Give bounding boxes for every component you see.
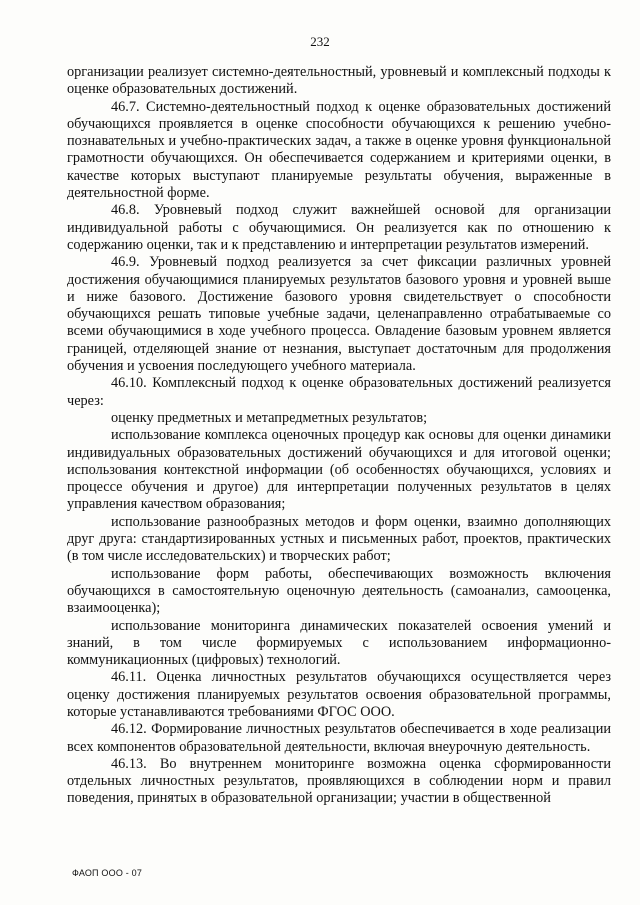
paragraph-46-13: 46.13. Во внутреннем мониторинге возможна оценка сформированности отдельных личностных результатов, проявляющихся в соблюдении норм и правил поведения, принятых в образовательной организации; участии в общественной — [67, 755, 611, 807]
paragraph-46-11: 46.11. Оценка личностных результатов обучающихся осуществляется через оценку достижения планируемых результатов освоения образовательной программы, которые устанавливаются требованиями ФГОС ООО. — [67, 669, 611, 720]
list-item: использование форм работы, обеспечивающих возможность включения обучающихся в самостоятельную оценочную деятельность (самоанализ, самооценка, взаимооценка); — [67, 565, 611, 617]
paragraph-46-10: 46.10. Комплексный подход к оценке образовательных достижений реализуется через: — [67, 375, 611, 409]
list-item: оценку предметных и метапредметных результатов; — [111, 409, 428, 426]
list-item: использование разнообразных методов и форм оценки, взаимно дополняющих друг друга: стандартизированных устных и письменных работ, проектов, практических (в том числе исследовательских) и творческих работ; — [67, 513, 611, 565]
paragraph-46-9: 46.9. Уровневый подход реализуется за счет фиксации различных уровней достижения обучающимися планируемых результатов базового уровня и уровней выше и ниже базового. Достижение базового уровня свидетельствует о способности обучающихся решать типовые учебные задачи, целенаправленно отрабатываемые со всеми обучающимися в ходе учебного процесса. Овладение базовым уровнем является границей, отделяющей знание от незнания, выступает достаточным для продолжения обучения и усвоения последующего учебного материала. — [67, 254, 611, 375]
paragraph-46-12: 46.12. Формирование личностных результатов обеспечивается в ходе реализации всех компонентов образовательной деятельности, включая внеурочную деятельность. — [67, 721, 611, 755]
paragraph-continuation: организации реализует системно-деятельностный, уровневый и комплексный подходы к оценке образовательных достижений. — [67, 64, 611, 98]
page-body — [67, 64, 611, 808]
paragraph-46-7: 46.7. Системно-деятельностный подход к оценке образовательных достижений обучающихся проявляется в оценке способности обучающихся к решению учебно-познавательных и учебно-практических задач, а также в оценке уровня функциональной грамотности обучающихся. Он обеспечивается содержанием и критериями оценки, в качестве которых выступают планируемые результаты обучения, выраженные в деятельностной форме. — [67, 98, 611, 202]
page-number: 232 — [310, 34, 330, 49]
list-item: использование мониторинга динамических показателей освоения умений и знаний, в том числе формируемых с использованием информационно-коммуникационных (цифровых) технологий. — [67, 617, 611, 669]
list-item: использование комплекса оценочных процедур как основы для оценки динамики индивидуальных образовательных достижений обучающихся и для итоговой оценки; использования контекстной информации (об особенностях обучающихся, условиях и процессе обучения и другое) для интерпретации полученных результатов в целях управления качеством образования; — [67, 427, 611, 513]
footer-code: ФАОП ООО - 07 — [72, 868, 143, 878]
paragraph-46-8: 46.8. Уровневый подход служит важнейшей основой для организации индивидуальной работы с обучающимися. Он реализуется как по отношению к содержанию оценки, так и к представлению и интерпретации результатов измерений. — [67, 202, 611, 253]
